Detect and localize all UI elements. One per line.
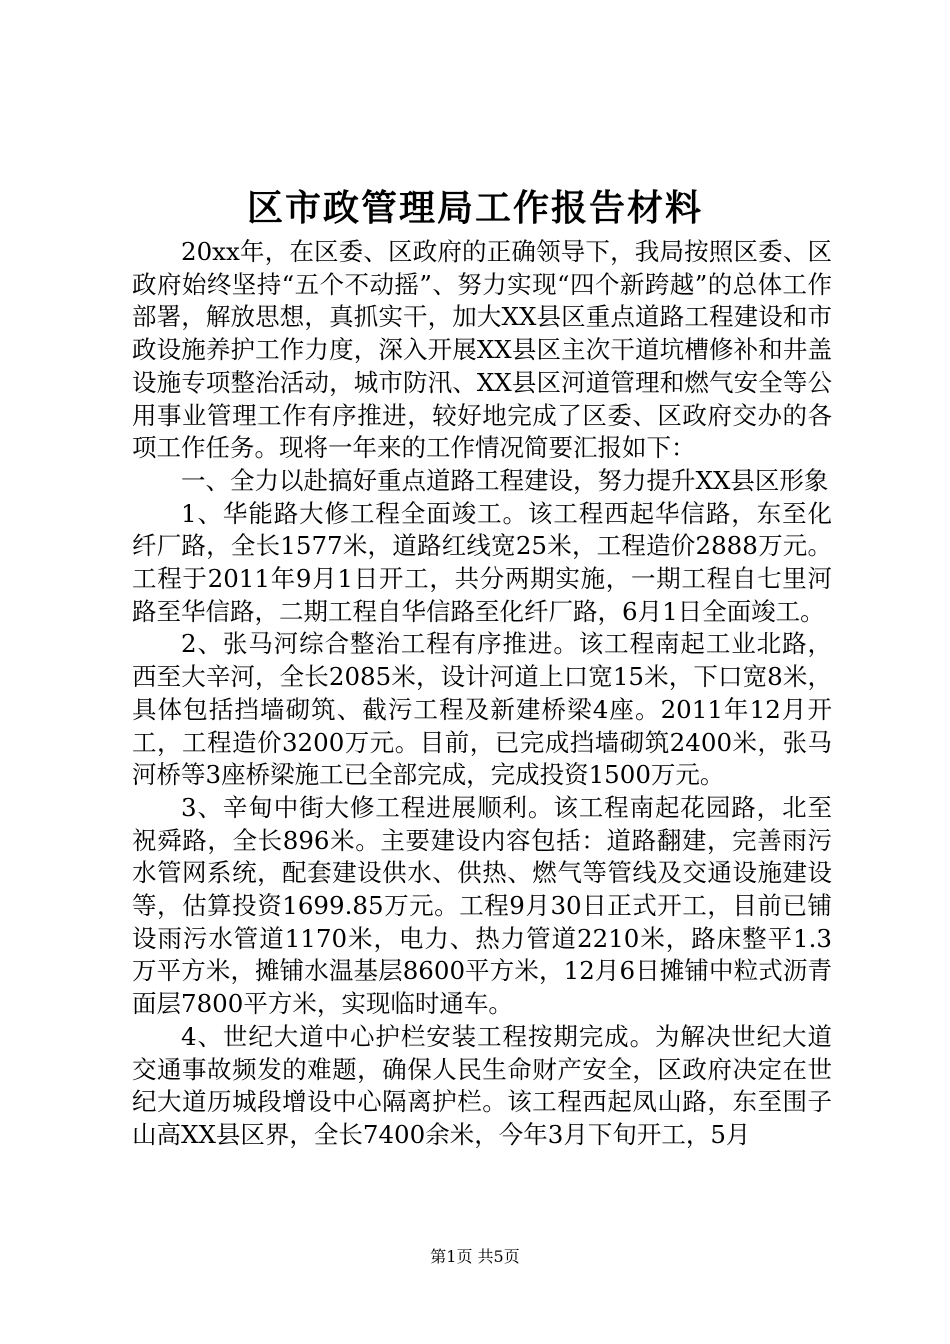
item-paragraph-2: 2、张马河综合整治工程有序推进。该工程南起工业北路，西至大辛河，全长2085米，设计河道上口宽15米，下口宽8米，具体包括挡墙砌筑、截污工程及新建桥梁4座。2011年12月开工，工程造价3200万元。目前，已完成挡墙砌筑2400米，张马河桥等3座桥梁施工已全部完成，完成投资1500万元。: [132, 629, 832, 790]
item-paragraph-4: 4、世纪大道中心护栏安装工程按期完成。为解决世纪大道交通事故频发的难题，确保人民生命财产安全，区政府决定在世纪大道历城段增设中心隔离护栏。该工程西起凤山路，东至围子山高XX县区界，全长7400余米，今年3月下旬开工，5月: [132, 1021, 832, 1149]
section-heading-1: 一、全力以赴搞好重点道路工程建设，努力提升XX县区形象: [181, 465, 829, 495]
document-title: 区市政管理局工作报告材料: [246, 187, 703, 229]
page-footer: 第1页 共5页: [430, 1247, 520, 1266]
intro-paragraph: 20xx年，在区委、区政府的正确领导下，我局按照区委、区政府始终坚持“五个不动摇”、努力实现“四个新跨越”的总体工作部署，解放思想，真抓实干，加大XX县区重点道路工程建设和市政设施养护工作力度，深入开展XX县区主次干道坑槽修补和井盖设施专项整治活动，城市防汛、XX县区河道管理和燃气安全等公用事业管理工作有序推进，较好地完成了区委、区政府交办的各项工作任务。现将一年来的工作情况简要汇报如下：: [132, 237, 832, 463]
item-paragraph-3: 3、辛甸中街大修工程进展顺利。该工程南起花园路，北至祝舜路，全长896米。主要建设内容包括：道路翻建，完善雨污水管网系统，配套建设供水、供热、燃气等管线及交通设施建设等，估算投资1699.85万元。工程9月30日正式开工，目前已铺设雨污水管道1170米，电力、热力管道2210米，路床整平1.3万平方米，摊铺水温基层8600平方米，12月6日摊铺中粒式沥青面层7800平方米，实现临时通车。: [132, 792, 832, 1019]
item-paragraph-1: 1、华能路大修工程全面竣工。该工程西起华信路，东至化纤厂路，全长1577米，道路红线宽25米，工程造价2888万元。工程于2011年9月1日开工，共分两期实施，一期工程自七里河路至华信路，二期工程自华信路至化纤厂路，6月1日全面竣工。: [132, 498, 832, 626]
document-body: [132, 236, 832, 1152]
